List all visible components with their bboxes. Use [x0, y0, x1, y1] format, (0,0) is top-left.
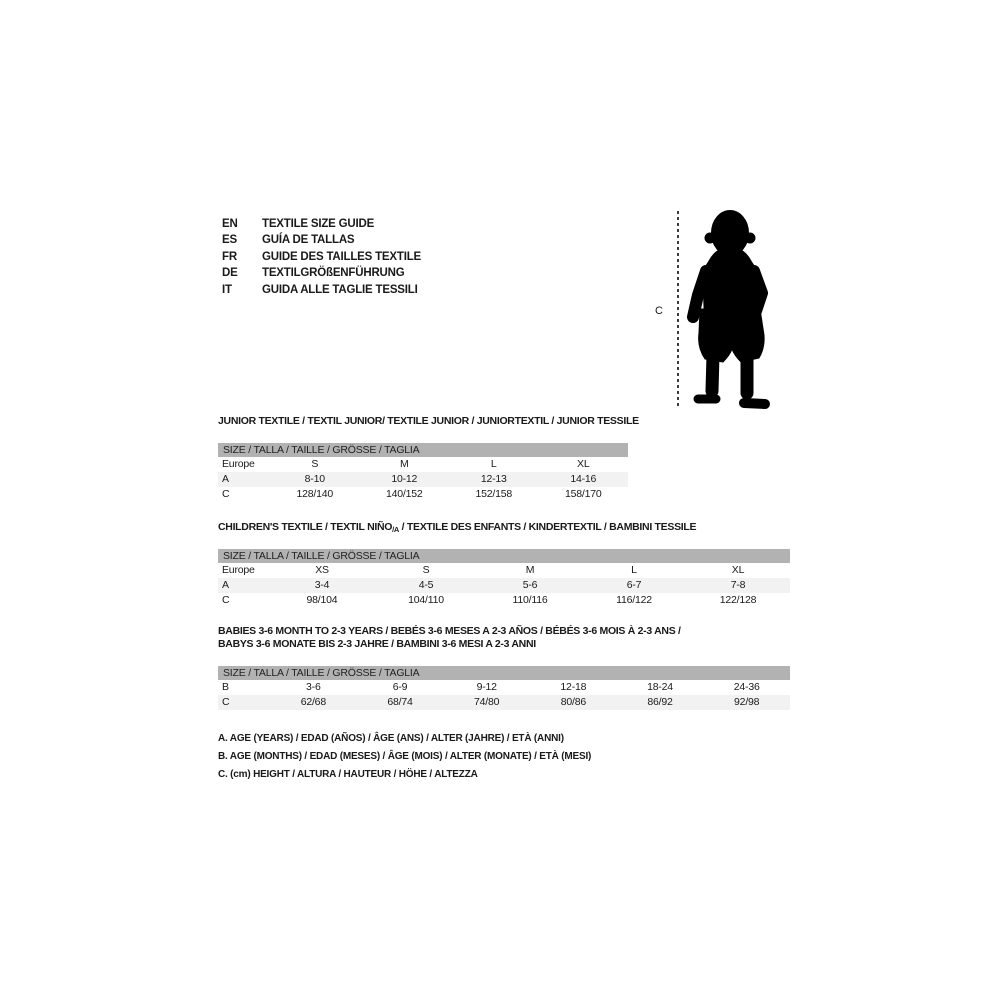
- height-measure-label: C: [655, 305, 663, 317]
- cell: 10-12: [391, 473, 418, 485]
- size-header-bar: SIZE / TALLA / TAILLE / GRÖSSE / TAGLIA: [218, 549, 790, 563]
- cell: 62/68: [300, 696, 326, 708]
- cell: XL: [731, 564, 745, 576]
- cell: 14-16: [570, 473, 597, 485]
- language-row-en: [222, 216, 421, 232]
- childrens-textile-table: [218, 521, 790, 608]
- cell: 86/92: [647, 696, 673, 708]
- cell: 128/140: [296, 488, 334, 500]
- size-header-bar: SIZE / TALLA / TAILLE / GRÖSSE / TAGLIA: [218, 443, 628, 457]
- note-age-months: B. AGE (MONTHS) / EDAD (MESES) / ÂGE (MOIS) / ALTER (MONATE) / ETÀ (MESI): [218, 751, 592, 762]
- cell: 12-18: [560, 681, 587, 693]
- cell: M: [399, 458, 409, 470]
- toddler-silhouette-icon: [685, 207, 778, 411]
- cell: 6-9: [392, 681, 408, 693]
- language-row-es: [222, 232, 421, 248]
- language-row-fr: [222, 249, 421, 265]
- size-header-bar: SIZE / TALLA / TAILLE / GRÖSSE / TAGLIA: [218, 666, 790, 680]
- language-list: [222, 216, 421, 298]
- table-row-europe: [218, 563, 790, 578]
- language-label: GUÍA DE TALLAS: [262, 234, 355, 247]
- cell: 116/122: [616, 594, 652, 606]
- language-label: TEXTILE SIZE GUIDE: [262, 218, 375, 230]
- language-row-it: [222, 282, 421, 298]
- legend-notes: [218, 730, 591, 784]
- cell: 4-5: [418, 579, 434, 591]
- row-label: C: [222, 696, 230, 708]
- cell: 18-24: [647, 681, 673, 693]
- junior-textile-table: [218, 415, 639, 502]
- table-row-height: [218, 487, 628, 502]
- language-code: ES: [222, 234, 237, 247]
- cell: 122/128: [719, 594, 757, 606]
- row-label: C: [222, 594, 230, 606]
- row-label: Europe: [222, 458, 255, 470]
- language-row-de: [222, 265, 421, 281]
- cell: 152/158: [475, 488, 513, 500]
- cell: 140/152: [385, 488, 423, 500]
- table-row-height: [218, 695, 790, 710]
- note-height-cm: C. (cm) HEIGHT / ALTURA / HAUTEUR / HÖHE / ALTEZZA: [218, 769, 478, 780]
- cell: XS: [315, 564, 329, 576]
- cell: 68/74: [387, 696, 413, 708]
- cell: 24-36: [733, 681, 760, 693]
- title-subscript: /A: [392, 525, 400, 534]
- language-code: DE: [222, 267, 238, 280]
- table-title-line1: BABIES 3-6 MONTH TO 2-3 YEARS / BEBÉS 3-6 MESES A 2-3 AÑOS / BÉBÉS 3-6 MOIS À 2-3 ANS /: [218, 625, 681, 637]
- cell: L: [490, 458, 497, 470]
- cell: 9-12: [476, 681, 497, 693]
- note-age-years: A. AGE (YEARS) / EDAD (AÑOS) / ÂGE (ANS) / ALTER (JAHRE) / ETÀ (ANNI): [218, 733, 564, 744]
- language-code: FR: [222, 250, 237, 263]
- language-label: TEXTILGRÖßENFÜHRUNG: [262, 267, 405, 280]
- table-row-height: [218, 593, 790, 608]
- cell: 7-8: [730, 579, 746, 591]
- language-code: EN: [222, 218, 238, 230]
- table-row-europe: [218, 457, 628, 472]
- cell: 74/80: [474, 696, 500, 708]
- cell: 104/110: [408, 594, 444, 606]
- language-code: IT: [222, 283, 232, 296]
- height-measure-line: [677, 211, 679, 407]
- row-label: C: [222, 488, 230, 500]
- cell: 158/170: [564, 488, 602, 500]
- table-row-age: [218, 578, 790, 593]
- table-title: JUNIOR TEXTILE / TEXTIL JUNIOR/ TEXTILE JUNIOR / JUNIORTEXTIL / JUNIOR TESSILE: [218, 415, 639, 427]
- cell: S: [422, 564, 430, 576]
- table-title: CHILDREN'S TEXTILE / TEXTIL $NIÑO_{/A}$ / TEXTILE DES ENFANTS / KINDERTEXTIL / BAMBINI TESSILE: [218, 521, 697, 534]
- cell: 3-6: [306, 681, 321, 693]
- cell: 92/98: [734, 696, 760, 708]
- row-label: A: [222, 473, 229, 485]
- cell: 8-10: [304, 473, 325, 485]
- cell: M: [525, 564, 535, 576]
- cell: XL: [577, 458, 590, 470]
- cell: 12-13: [480, 473, 507, 485]
- row-label: B: [222, 681, 229, 693]
- cell: L: [631, 564, 637, 576]
- cell: 3-4: [314, 579, 330, 591]
- babies-textile-table: [218, 625, 790, 710]
- cell: 110/116: [512, 594, 548, 606]
- cell: 98/104: [306, 594, 338, 606]
- cell: S: [311, 458, 319, 470]
- cell: 5-6: [522, 579, 538, 591]
- row-label: A: [222, 579, 229, 591]
- language-label: GUIDA ALLE TAGLIE TESSILI: [262, 283, 418, 296]
- language-label: GUIDE DES TAILLES TEXTILE: [262, 250, 421, 263]
- table-row-age-months: [218, 680, 790, 695]
- table-row-age: [218, 472, 628, 487]
- cell: 6-7: [626, 579, 642, 591]
- cell: 80/86: [560, 696, 586, 708]
- row-label: Europe: [222, 564, 255, 576]
- table-title-line2: BABYS 3-6 MONATE BIS 2-3 JAHRE / BAMBINI 3-6 MESI A 2-3 ANNI: [218, 638, 536, 650]
